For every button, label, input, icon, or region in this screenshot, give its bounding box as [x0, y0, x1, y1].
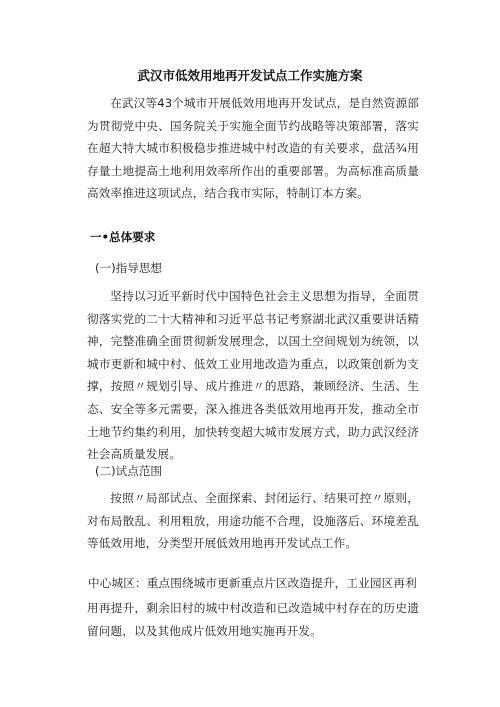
document-title: 武汉市低效用地再开发试点工作实施方案	[137, 68, 363, 83]
subheading-pilot-scope: (二)试点范围	[95, 464, 163, 478]
subheading-guiding-ideology: (一)指导思想	[95, 261, 163, 275]
pilot-scope-paragraph: 按照〃局部试点、全面探索、封闭运行、结果可控〃原则，对布局散乱、利用粗放，用途功能不合理，设施落后、环境差乱等低效用地，分类型开展低效用地再开发试点工作。	[87, 491, 419, 551]
guiding-ideology-paragraph: 坚持以习近平新时代中国特色社会主义思想为指导，全面贯彻落实党的二十大精神和习近平总书记考察湖北武汉重要讲话精神，完整准确全面贯彻新发展理念，以国土空间规划为统领，以城市更新和城中村、低效工业用地改造为重点，以政策创新为支撑，按照〃规划引导、成片推进〃的思路，兼顾经济、生活、生态、安全等多元需要，深入推进各类低效用地再开发，推动全市土地节约集约利用，加快转变超大城市发展方式，助力武汉经济社会高质量发展。	[87, 289, 419, 462]
central-district-line: 中心城区：重点围绕城市更新重点片区改造提升，工业园区再利	[88, 576, 417, 590]
intro-paragraph: 在武汉等43个城市开展低效用地再开发试点，是自然资源部为贯彻党中央、国务院关于实施全面节约战略等决策部署，落实在超大特大城市积极稳步推进城中村改造的有关要求，盘活¾用存量土地提高土地利用效率所作出的重要部署。为高标准高质量高效率推进这项试点，结合我市实际，特制订本方案。	[87, 96, 419, 201]
central-district-continuation: 用再提升，剩余旧村的城中村改造和已改造城中村存在的历史遗留问题，以及其他成片低效用地实施再开发。	[87, 601, 419, 638]
section-heading-general-requirements: 一•总体要求	[90, 230, 156, 244]
